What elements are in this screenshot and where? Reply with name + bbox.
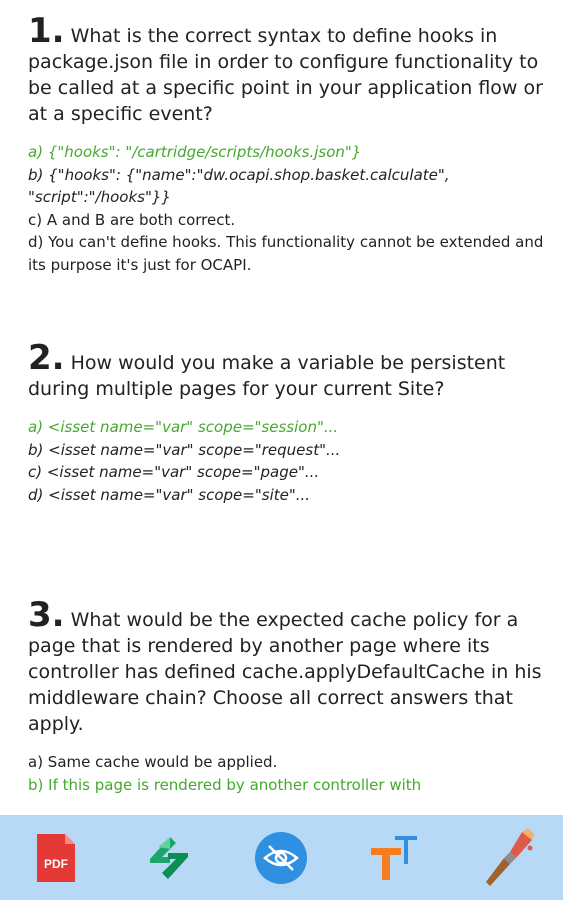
paint-brush-button[interactable] <box>472 823 542 893</box>
question-3-text: 3. What would be the expected cache policy for a page that is rendered by another page where its controller has defined cache.applyDefaultCache in his middleware chain? Choose all correct answers that apply. <box>28 595 542 735</box>
question-1-options <box>28 141 548 276</box>
bottom-toolbar <box>0 815 563 900</box>
text-format-icon <box>365 830 423 886</box>
option-1c[interactable]: c) A and B are both correct. <box>28 210 236 229</box>
question-3-options <box>28 751 548 796</box>
hide-icon <box>253 830 309 886</box>
option-1b[interactable]: b) {"hooks": {"name":"dw.ocapi.shop.basket.calculate", "script":"/hooks"}} <box>28 165 450 206</box>
sync-button[interactable] <box>134 823 204 893</box>
option-3b[interactable]: b) If this page is rendered by another controller with <box>28 775 422 794</box>
option-1a[interactable]: a) {"hooks": "/cartridge/scripts/hooks.json"} <box>28 143 362 161</box>
question-2-options <box>28 416 548 506</box>
pdf-icon-label: PDF <box>44 856 69 871</box>
question-1 <box>28 11 548 276</box>
question-3-number: 3. <box>28 595 65 635</box>
question-3 <box>28 595 548 796</box>
pdf-icon <box>35 832 77 884</box>
option-2d[interactable]: d) <isset name="var" scope="site"... <box>28 485 311 504</box>
question-2 <box>28 338 548 506</box>
option-2c[interactable]: c) <isset name="var" scope="page"... <box>28 463 320 481</box>
option-2a[interactable]: a) <isset name="var" scope="session"... <box>28 418 339 436</box>
hide-toggle-button[interactable] <box>246 823 316 893</box>
option-2b[interactable]: b) <isset name="var" scope="request"... <box>28 440 341 459</box>
pdf-button[interactable] <box>21 823 91 893</box>
question-2-number: 2. <box>28 338 65 378</box>
sync-icon <box>140 829 198 887</box>
question-1-text: 1. What is the correct syntax to define hooks in package.json file in order to configure functionality to be called at a specific point in your application flow or at a specific event? <box>28 11 543 125</box>
question-1-number: 1. <box>28 11 65 51</box>
paint-brush-icon <box>478 828 536 888</box>
question-2-text: 2. How would you make a variable be persistent during multiple pages for your current Site? <box>28 338 506 400</box>
text-format-button[interactable] <box>359 823 429 893</box>
option-1d[interactable]: d) You can't define hooks. This functionality cannot be extended and its purpose it's just for OCAPI. <box>28 233 544 274</box>
option-3a[interactable]: a) Same cache would be applied. <box>28 753 278 771</box>
